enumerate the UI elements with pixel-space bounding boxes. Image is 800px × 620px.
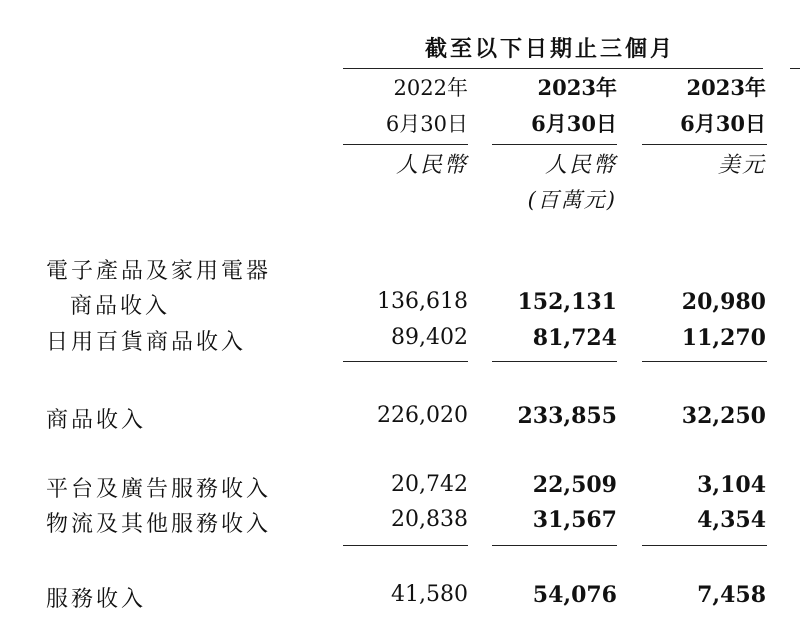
row5-col2-value: 31,567 (532, 507, 617, 533)
header-rule-col3 (642, 144, 767, 145)
col1-year: 2022年 (393, 76, 468, 100)
row2-col2-value: 81,724 (532, 325, 617, 351)
service-rule-col2 (492, 545, 617, 546)
row-label-service-revenue: 服務收入 (46, 587, 147, 612)
col3-year: 2023年 (686, 75, 766, 100)
row5-col3-value: 4,354 (697, 507, 766, 533)
row6-col2-value: 54,076 (532, 582, 617, 608)
subtotal-rule-col1 (343, 361, 468, 362)
col1-date: 6月30日 (385, 112, 468, 136)
row3-col3-value: 32,250 (681, 403, 766, 429)
row-label-electronics-line2: 商品收入 (70, 294, 171, 319)
row4-col1-value: 20,742 (391, 472, 468, 497)
row3-col2-value: 233,855 (517, 403, 617, 429)
unit-note: (百萬元) (527, 188, 617, 212)
col2-currency: 人民幣 (544, 153, 617, 178)
row-label-product-revenue: 商品收入 (46, 408, 147, 433)
row-label-electronics-line1: 電子產品及家用電器 (46, 259, 272, 284)
service-rule-col1 (343, 545, 468, 546)
header-rule-col2 (492, 144, 617, 145)
row6-col1-value: 41,580 (391, 582, 468, 607)
col1-currency: 人民幣 (395, 153, 468, 178)
row-label-platform-ads: 平台及廣告服務收入 (46, 477, 272, 502)
col3-date: 6月30日 (680, 111, 766, 136)
col2-year: 2023年 (537, 75, 617, 100)
header-rule-top-extension (790, 68, 800, 69)
row4-col3-value: 3,104 (697, 472, 766, 498)
subtotal-rule-col3 (642, 361, 767, 362)
header-rule-top (343, 68, 763, 69)
row2-col3-value: 11,270 (681, 325, 766, 351)
subtotal-rule-col2 (492, 361, 617, 362)
row-label-logistics-other: 物流及其他服務收入 (46, 512, 272, 537)
row5-col1-value: 20,838 (391, 507, 468, 532)
row1-col3-value: 20,980 (681, 289, 766, 315)
col3-currency: 美元 (717, 153, 766, 178)
row1-col2-value: 152,131 (517, 289, 617, 315)
row6-col3-value: 7,458 (697, 582, 766, 608)
row4-col2-value: 22,509 (532, 472, 617, 498)
header-rule-col1 (343, 144, 468, 145)
row2-col1-value: 89,402 (391, 325, 468, 350)
row-label-general-merchandise: 日用百貨商品收入 (46, 330, 247, 355)
service-rule-col3 (642, 545, 767, 546)
row3-col1-value: 226,020 (377, 403, 468, 428)
row1-col1-value: 136,618 (377, 289, 468, 314)
col2-date: 6月30日 (531, 111, 617, 136)
period-header: 截至以下日期止三個月 (424, 36, 675, 62)
